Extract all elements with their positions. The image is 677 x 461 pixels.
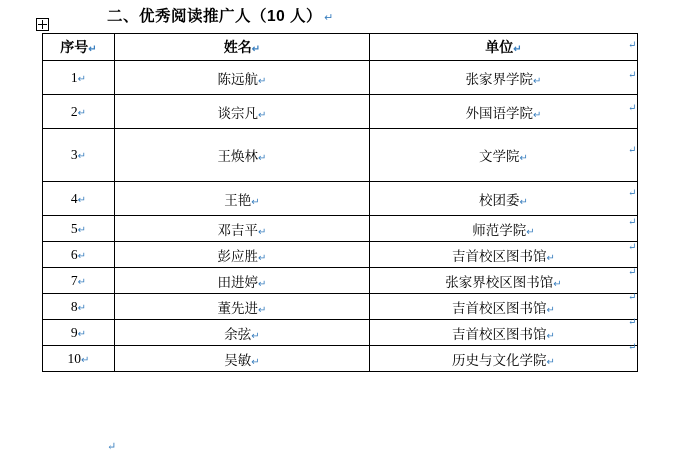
cell-index: 2↵ [43,95,115,129]
cell-mark-icon: ↵ [546,330,555,342]
cell-index: 1↵ [43,61,115,95]
cell-mark-icon: ↵ [251,356,260,368]
cell-index: 7↵ [43,268,115,294]
cell-mark-icon: ↵ [251,330,260,342]
cell-mark-icon: ↵ [77,73,87,85]
column-header-index: 序号↵ [43,34,115,61]
cell-index: 9↵ [43,320,115,346]
cell-mark-icon: ↵ [77,302,87,314]
row-end-marks: ↵ ↵ ↵ ↵ ↵ ↵ ↵ ↵ ↵ ↵ ↵ [628,40,637,353]
cell-index: 4↵ [43,182,115,216]
table-row [43,61,638,95]
table-row [43,216,638,242]
cell-unit: 张家界学院↵ [370,61,638,95]
cell-name: 邓吉平↵ [115,216,370,242]
column-header-unit: 单位↵ [370,34,638,61]
table-header-row [43,34,638,61]
table-row [43,346,638,372]
page-title-text: 二、优秀阅读推广人（10 人） [107,8,323,25]
table-row [43,242,638,268]
cell-unit: 师范学院↵ [370,216,638,242]
table-container [42,33,637,372]
cell-mark-icon: ↵ [77,107,87,119]
cell-mark-icon: ↵ [519,196,528,208]
cell-mark-icon: ↵ [526,226,535,238]
cell-mark-icon: ↵ [258,252,267,264]
cell-unit: 校团委↵ [370,182,638,216]
cell-name: 田进婷↵ [115,268,370,294]
cell-name: 谈宗凡↵ [115,95,370,129]
cell-name: 陈远航↵ [115,61,370,95]
cell-unit: 历史与文化学院↵ [370,346,638,372]
cell-name: 董先进↵ [115,294,370,320]
table-row [43,129,638,182]
cell-mark-icon: ↵ [519,153,528,164]
cell-mark-icon: ↵ [546,304,555,316]
cell-unit: 吉首校区图书馆↵ [370,320,638,346]
paragraph-mark-icon: ↵ [324,12,334,24]
cell-mark-icon: ↵ [81,354,90,366]
page-title [107,4,334,26]
table-row [43,294,638,320]
cell-mark-icon: ↵ [77,194,87,206]
cell-index: 3↵ [43,129,115,182]
column-header-name: 姓名↵ [115,34,370,61]
cell-mark-icon: ↵ [251,44,261,55]
cell-name: 王艳↵ [115,182,370,216]
cell-mark-icon: ↵ [546,252,555,264]
table-row [43,95,638,129]
cell-mark-icon: ↵ [88,44,97,55]
cell-mark-icon: ↵ [258,109,267,121]
cell-mark-icon: ↵ [553,278,562,290]
cell-mark-icon: ↵ [533,75,542,87]
table-move-handle-icon[interactable] [36,18,49,31]
cell-index: 8↵ [43,294,115,320]
award-table [42,33,638,372]
cell-name: 彭应胜↵ [115,242,370,268]
cell-mark-icon: ↵ [533,109,542,121]
cell-name: 王焕林↵ [115,129,370,182]
cell-mark-icon: ↵ [77,328,87,340]
cell-mark-icon: ↵ [77,151,87,162]
table-row [43,182,638,216]
cell-mark-icon: ↵ [251,196,260,208]
cell-unit: 张家界校区图书馆↵ [370,268,638,294]
cell-mark-icon: ↵ [77,250,87,262]
cell-mark-icon: ↵ [77,224,87,236]
cell-index: 6↵ [43,242,115,268]
table-row [43,320,638,346]
cell-index: 5↵ [43,216,115,242]
cell-mark-icon: ↵ [258,153,267,164]
cell-mark-icon: ↵ [258,75,267,87]
trailing-paragraph-mark-icon: ↵ [107,441,117,453]
cell-mark-icon: ↵ [77,276,87,288]
cell-mark-icon: ↵ [546,356,555,368]
cell-unit: 吉首校区图书馆↵ [370,294,638,320]
cell-unit: 吉首校区图书馆↵ [370,242,638,268]
cell-mark-icon: ↵ [513,44,522,55]
cell-name: 吴敏↵ [115,346,370,372]
cell-index: 10↵ [43,346,115,372]
cell-unit: 文学院↵ [370,129,638,182]
cell-name: 余弦↵ [115,320,370,346]
cell-mark-icon: ↵ [258,226,267,238]
cell-unit: 外国语学院↵ [370,95,638,129]
cell-mark-icon: ↵ [258,278,267,290]
cell-mark-icon: ↵ [258,304,267,316]
table-row [43,268,638,294]
